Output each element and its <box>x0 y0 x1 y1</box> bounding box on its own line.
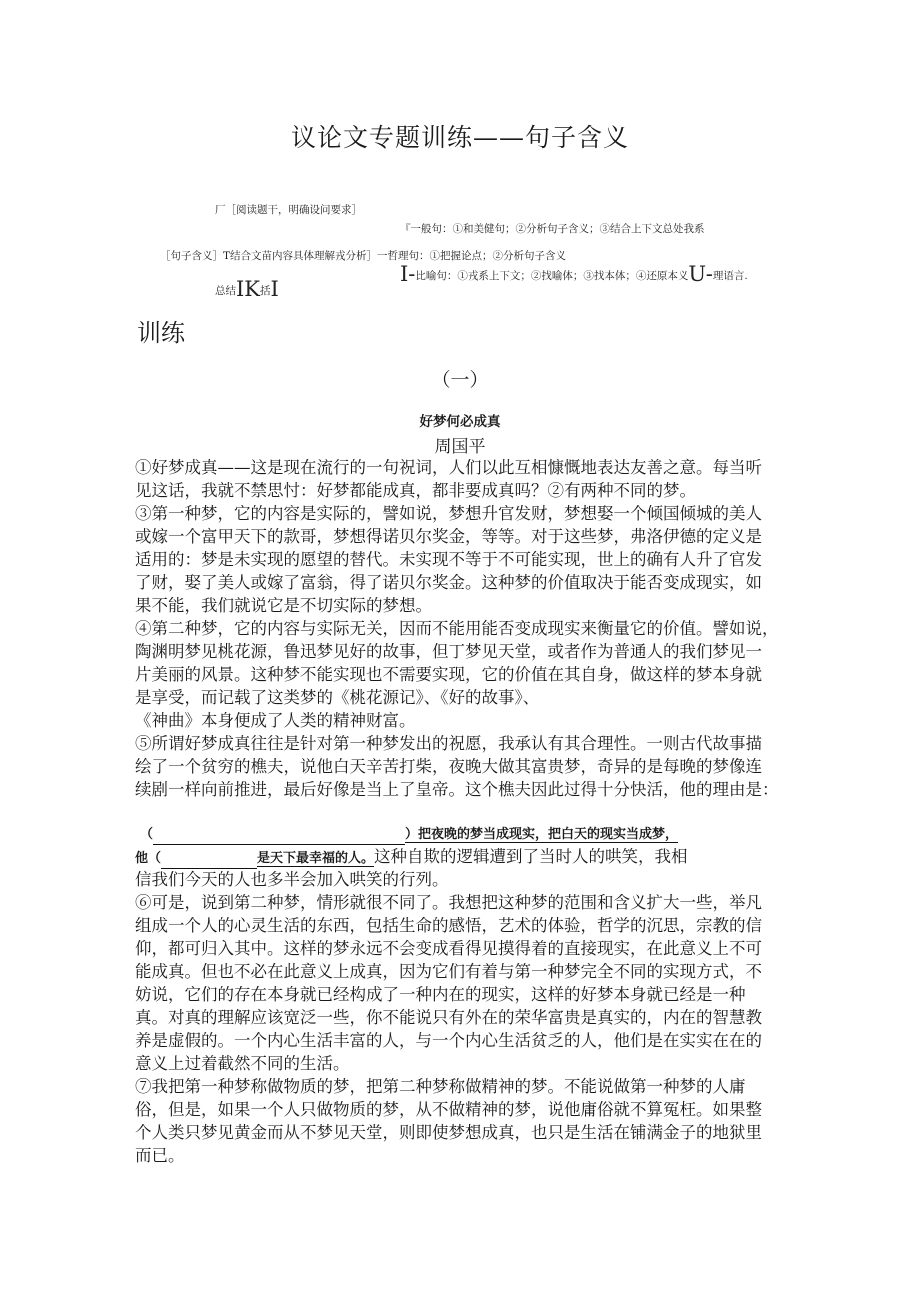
article-title: 好梦何必成真 <box>419 414 501 430</box>
diagram-summary-big: IK <box>236 277 260 301</box>
diagram-row-4-text: 比喻句：①戎系上下文；②找喻体；③找本体；④还原本义 <box>415 270 689 282</box>
article-line: ⑦我把第一种梦称做物质的梦，把第二种梦称做精神的梦。不能说做第一种梦的人庸 <box>135 1077 746 1096</box>
article-line: 绘了一个贫穷的樵夫，说他白天辛苦打柴，夜晚大做其富贵梦，奇异的是每晚的梦像连 <box>135 757 762 776</box>
answer-blank-1[interactable] <box>153 821 405 845</box>
page-title: 议论文专题训练——句子含义 <box>290 123 629 152</box>
diagram-row-1: 厂［阅读题干，明确设问要求］ <box>215 204 362 216</box>
article-line: ⑥可是，说到第二种梦，情形就很不同了。我想把这种梦的范围和含义扩大一些，举凡 <box>135 893 762 912</box>
article-line: 俗，但是，如果一个人只做物质的梦，从不做精神的梦，说他庸俗就不算冤枉。如果整 <box>135 1100 762 1119</box>
answer-blank-2[interactable] <box>161 845 257 869</box>
blank-line-1-text: ）把夜晚的梦当成现实，把白天的现实当成梦， <box>405 827 679 842</box>
article-line: 个人类只梦见黄金而从不梦见天堂，则即使梦想成真，也只是生活在铺满金子的地狱里 <box>135 1123 762 1142</box>
diagram-row-3: ［句子含义］T结合文苗内容具体理解戎分析］一哲理句：①把握论点；②分析句子含义 <box>160 250 567 262</box>
article-line: 仰，都可归入其中。这样的梦永远不会变成看得见摸得着的直接现实，在此意义上不可 <box>135 939 762 958</box>
article-line: 果不能，我们就说它是不切实际的梦想。 <box>135 596 432 615</box>
article-line: 是享受，而记载了这类梦的《桃花源记》、《好的故事》、 <box>135 688 540 707</box>
article-line: 养是虚假的。一个内心生活丰富的人，与一个内心生活贫乏的人，他们是在实实在在的 <box>135 1031 762 1050</box>
section-heading: 训练 <box>137 319 185 347</box>
blank-line-1 <box>140 821 678 846</box>
blank-line-2-mid: 是天下最幸福的人。 <box>257 851 375 866</box>
article-line: ①好梦成真——这是现在流行的一句祝词，人们以此互相慷慨地表达友善之意。每当听 <box>135 458 762 477</box>
article-line: ⑤所谓好梦成真往往是针对第一种梦发出的祝愿，我承认有其合理性。一则古代故事描 <box>135 734 762 753</box>
article-line: 适用的：梦是未实现的愿望的替代。未实现不等于不可能实现，世上的确有人升了官发 <box>135 550 762 569</box>
article-line: 续剧一样向前推进，最后好像是当上了皇帝。这个樵夫因此过得十分快活，他的理由是： <box>135 780 779 799</box>
article-line: ④第二种梦，它的内容与实际无关，因而不能用能否变成现实来衡量它的价值。譬如说， <box>135 619 779 638</box>
diagram-summary-label-b: 括 <box>259 285 271 297</box>
diagram-row-2: 『一般句：①和美健句；②分析句子含义；③结合上下文总处我系 <box>400 223 705 235</box>
blank-open-paren: （ <box>140 827 154 842</box>
article-line: 而已。 <box>135 1146 185 1165</box>
blank-line-2 <box>135 845 688 870</box>
blank-line-2-end: 这种自欺的逻辑遭到了当时人的哄笑，我相 <box>374 847 688 866</box>
article-author: 周国平 <box>434 437 486 457</box>
article-line: ③第一种梦，它的内容是实际的，譬如说，梦想升官发财，梦想娶一个倾国倾城的美人 <box>135 504 762 523</box>
part-label: （一） <box>431 369 489 391</box>
article-line: 真。对真的理解应该宽泛一些，你不能说只有外在的荣华富贵是真实的，内在的智慧教 <box>135 1008 762 1027</box>
article-line: 信我们今天的人也多半会加入哄笑的行列。 <box>135 870 449 889</box>
diagram-bracket-a: I- <box>400 262 416 286</box>
article-line: 见这话，我就不禁思忖：好梦都能成真，都非要成真吗？②有两种不同的梦。 <box>135 481 696 500</box>
article-line: 了财，娶了美人或嫁了富翁，得了诺贝尔奖金。这种梦的价值取决于能否变成现实，如 <box>135 573 762 592</box>
article-line: 妨说，它们的存在本身就已经构成了一种内在的现实，这样的好梦本身就已经是一种 <box>135 985 746 1004</box>
article-line: 能成真。但也不必在此意义上成真，因为它们有着与第一种梦完全不同的实现方式，不 <box>135 962 762 981</box>
diagram-row-4 <box>400 262 748 286</box>
diagram-row-4-tail: 理语言. <box>712 270 748 282</box>
article-line: 组成一个人的心灵生活的东西，包括生命的感悟，艺术的体验，哲学的沉思，宗教的信 <box>135 916 762 935</box>
diagram-summary-label: 总结 <box>215 285 236 297</box>
article-line: 或嫁一个富甲天下的款哥，梦想得诺贝尔奖金，等等。对于这些梦，弗洛伊德的定义是 <box>135 527 762 546</box>
diagram-bracket-b: U- <box>688 262 713 286</box>
diagram-row-5 <box>215 277 279 301</box>
article-line: 《神曲》本身便成了人类的精神财富。 <box>135 711 416 730</box>
article-line: 陶渊明梦见桃花源，鲁迅梦见好的故事，但丁梦见天堂，或者作为普通人的我们梦见一 <box>135 642 762 661</box>
diagram-summary-big-b: I <box>270 277 279 301</box>
article-line: 意义上过着截然不同的生活。 <box>135 1054 350 1073</box>
article-line: 片美丽的风景。这种梦不能实现也不需要实现，它的价值在其自身，做这样的梦本身就 <box>135 665 762 684</box>
blank-line-2-start: 他（ <box>135 851 162 866</box>
